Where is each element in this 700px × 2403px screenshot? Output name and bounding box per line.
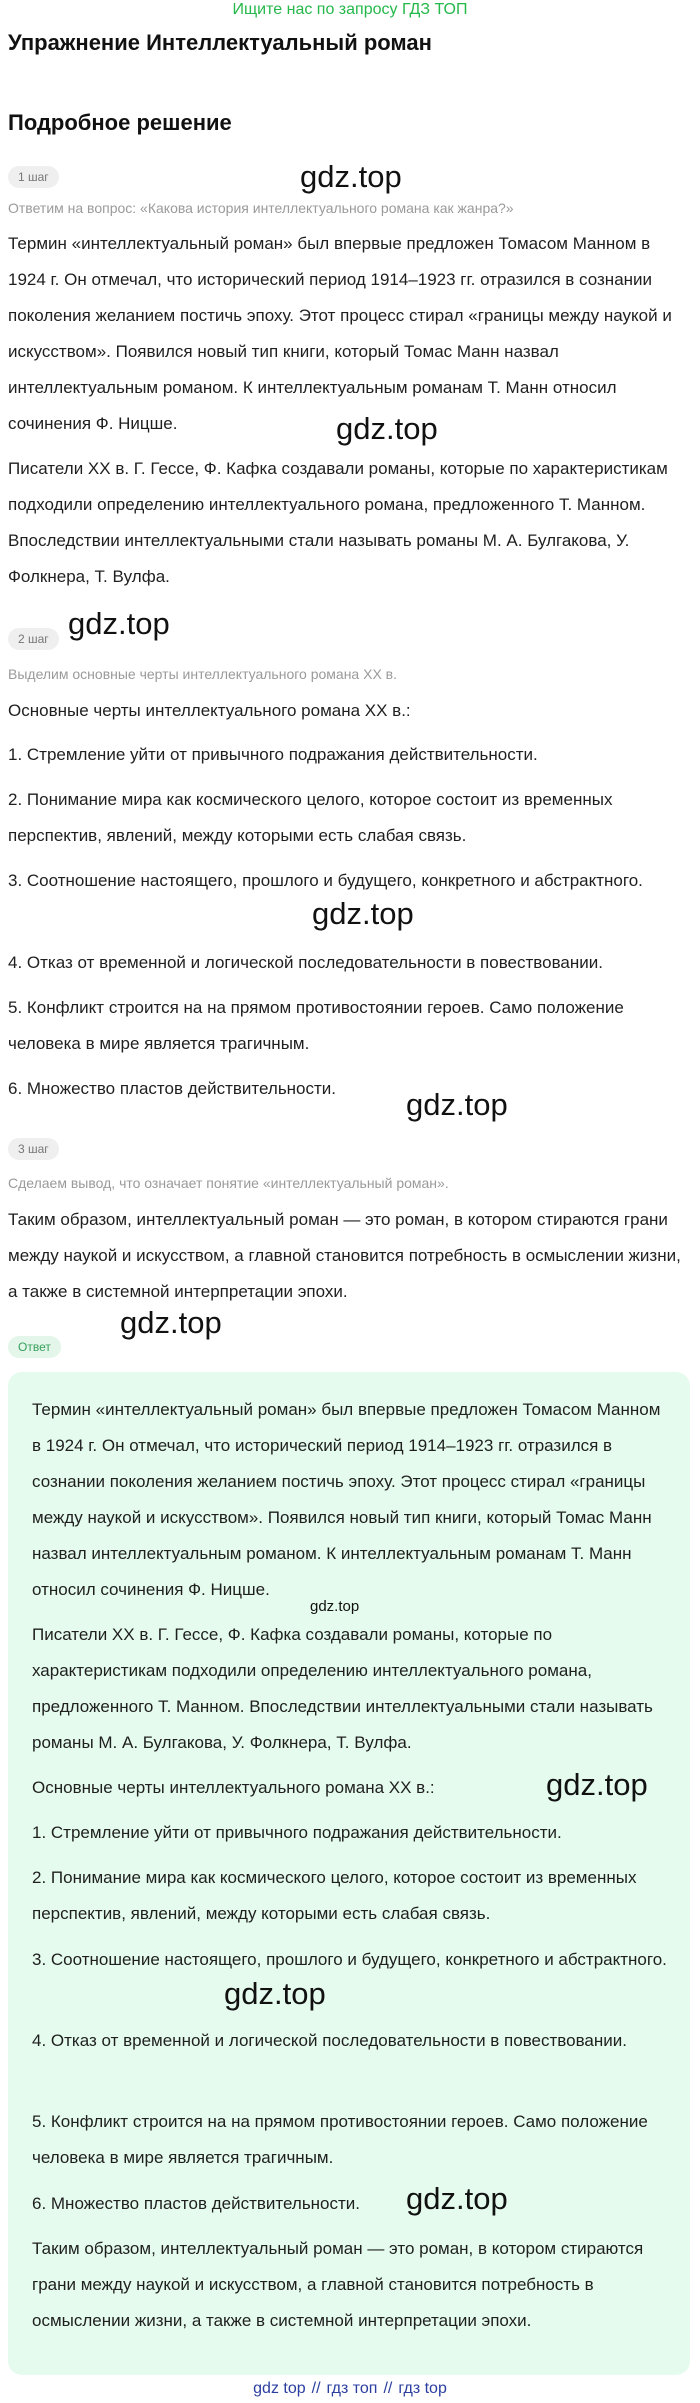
list-item: 6. Множество пластов действительности. [8, 1079, 337, 1098]
watermark: gdz.top [300, 159, 402, 194]
answer-paragraph: Основные черты интеллектуального романа XX в.: [32, 1778, 435, 1797]
step-badge-2: 2 шаг [8, 628, 59, 650]
list-item: 1. Стремление уйти от привычного подражания действительности. [8, 745, 538, 764]
answer-list-item: 4. Отказ от временной и логической последовательности в повествовании. [32, 2031, 627, 2050]
answer-list-item: 3. Соотношение настоящего, прошлого и будущего, конкретного и абстрактного. [32, 1950, 667, 1969]
watermark: gdz.top [546, 1767, 648, 1802]
step-badge-3: 3 шаг [8, 1138, 59, 1160]
answer-list-item: 2. Понимание мира как космического целого, которое состоит из временных перспектив, явлений, между которыми есть слабая связь. [32, 1868, 637, 1923]
footer-separator: // [311, 2380, 321, 2397]
watermark: gdz.top [336, 411, 438, 446]
paragraph: Таким образом, интеллектуальный роман — это роман, в котором стираются грани между наукой и искусством, а главной становится потребность в осмыслении жизни, а также в системной интерпретации эпохи. [8, 1210, 681, 1301]
footer-link[interactable]: гдз top [398, 2380, 447, 2397]
footer-links [0, 2378, 700, 2400]
answer-list-item: 5. Конфликт строится на на прямом противостоянии героев. Само положение человека в мире является трагичным. [32, 2112, 648, 2167]
watermark: gdz.top [406, 1087, 508, 1122]
watermark: gdz.top [312, 896, 414, 931]
answer-list-item: 6. Множество пластов действительности. [32, 2194, 361, 2213]
step-question-1: Ответим на вопрос: «Какова история интеллектуального романа как жанра?» [8, 200, 514, 216]
watermark: gdz.top [406, 2181, 508, 2216]
answer-paragraph: Писатели XX в. Г. Гессе, Ф. Кафка создавали романы, которые по характеристикам подходили определению интеллектуального романа, предложенного Т. Манном. Впоследствии интеллектуальными стали называть романы М. А. Булгакова, У. Фолкнера, Т. Вулфа. [32, 1625, 653, 1752]
watermark: gdz.top [120, 1305, 222, 1340]
answer-paragraph: Термин «интеллектуальный роман» был впервые предложен Томасом Манном в 1924 г. Он отмечал, что исторический период 1914–1923 гг. отразился в сознании поколения желанием постичь эпоху. Этот процесс стирал «границы между наукой и искусством». Появился новый тип книги, который Томас Манн назвал интеллектуальным романом. К интеллектуальным романам Т. Манн относил сочинения Ф. Ницше. [32, 1400, 661, 1599]
answer-paragraph: Таким образом, интеллектуальный роман — это роман, в котором стираются грани между наукой и искусством, а главной становится потребность в осмыслении жизни, а также в системной интерпретации эпохи. [32, 2239, 644, 2330]
step-question-3: Сделаем вывод, что означает понятие «интеллектуальный роман». [8, 1175, 449, 1191]
watermark: gdz.top [224, 1976, 326, 2011]
list-item: 2. Понимание мира как космического целого, которое состоит из временных перспектив, явлений, между которыми есть слабая связь. [8, 790, 613, 845]
watermark: gdz.top [68, 606, 170, 641]
footer-link[interactable]: гдз топ [326, 2380, 378, 2397]
paragraph: Основные черты интеллектуального романа XX в.: [8, 701, 411, 720]
list-item: 5. Конфликт строится на на прямом противостоянии героев. Само положение человека в мире является трагичным. [8, 998, 624, 1053]
watermark: gdz.top [310, 1598, 360, 1615]
answer-badge: Ответ [8, 1336, 61, 1358]
paragraph: Термин «интеллектуальный роман» был впервые предложен Томасом Манном в 1924 г. Он отмечал, что исторический период 1914–1923 гг. отразился в сознании поколения желанием постичь эпоху. Этот процесс стирал «границы между наукой и искусством». Появился новый тип книги, который Томас Манн назвал интеллектуальным романом. К интеллектуальным романам Т. Манн относил сочинения Ф. Ницше. [8, 234, 672, 433]
footer-separator: // [383, 2380, 393, 2397]
step-question-2: Выделим основные черты интеллектуального романа XX в. [8, 666, 397, 682]
step-badge-1: 1 шаг [8, 166, 59, 188]
list-item: 4. Отказ от временной и логической последовательности в повествовании. [8, 953, 603, 972]
top-banner: Ищите нас по запросу ГДЗ ТОП [232, 1, 468, 18]
paragraph: Писатели XX в. Г. Гессе, Ф. Кафка создавали романы, которые по характеристикам подходили определению интеллектуального романа, предложенного Т. Манном. Впоследствии интеллектуальными стали называть романы М. А. Булгакова, У. Фолкнера, Т. Вулфа. [8, 459, 668, 586]
section-title: Подробное решение [8, 110, 232, 135]
answer-list-item: 1. Стремление уйти от привычного подражания действительности. [32, 1823, 562, 1842]
list-item: 3. Соотношение настоящего, прошлого и будущего, конкретного и абстрактного. [8, 871, 643, 890]
page-title: Упражнение Интеллектуальный роман [8, 30, 432, 55]
footer-link[interactable]: gdz top [253, 2380, 306, 2397]
